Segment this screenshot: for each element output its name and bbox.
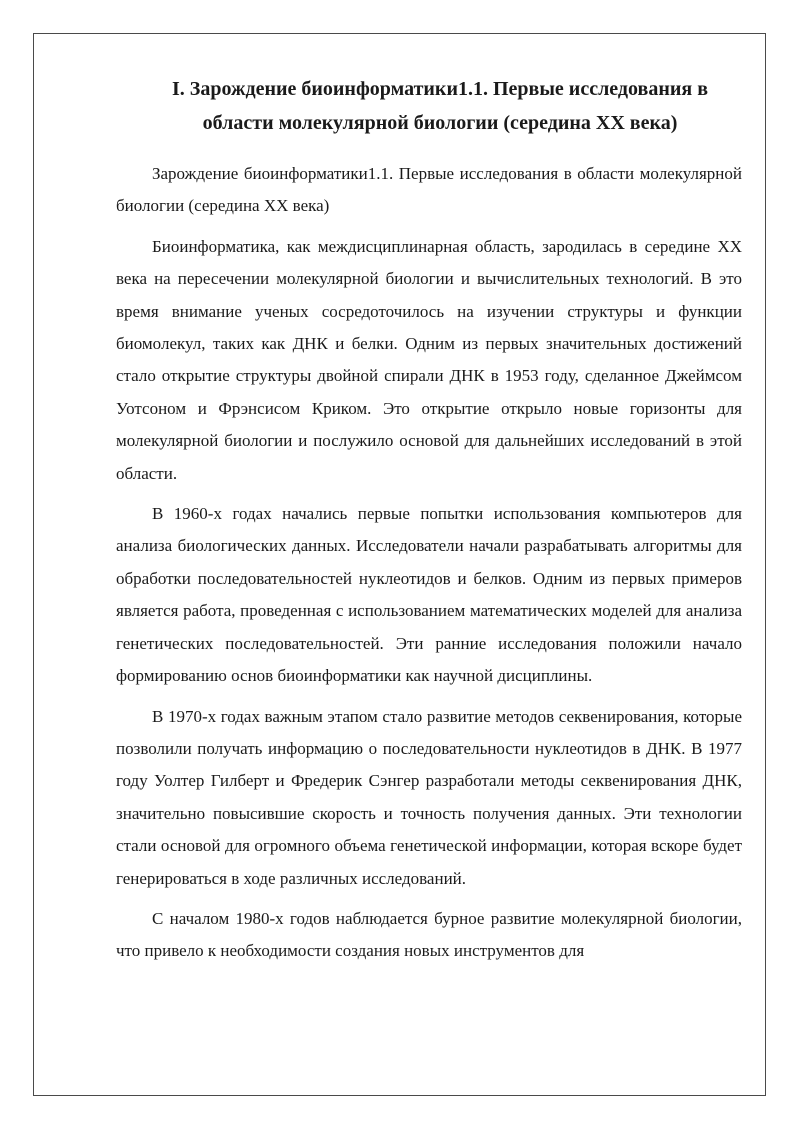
paragraph-origins: Биоинформатика, как междисциплинарная область, зародилась в середине XX века на пересечении молекулярной биологии и вычислительных технологий. В это время внимание ученых сосредоточилось на изучении структуры и функции биомолекул, таких как ДНК и белки. Одним из первых значительных достижений стало открытие структуры двойной спирали ДНК в 1953 году, сделанное Джеймсом Уотсоном и Фрэнсисом Криком. Это открытие открыло новые горизонты для молекулярной биологии и послужило основой для дальнейших исследований в этой области.: [116, 236, 742, 483]
document-body: [116, 72, 742, 976]
paragraph-1960s: В 1960-х годах начались первые попытки использования компьютеров для анализа биологических данных. Исследователи начали разрабатывать алгоритмы для обработки последовательностей нуклеотидов и белков. Одним из первых примеров является работа, проведенная с использованием математических моделей для анализа генетических последовательностей. Эти ранние исследования положили начало формированию основ биоинформатики как научной дисциплины.: [116, 504, 742, 686]
paragraph-intro: Зарождение биоинформатики1.1. Первые исследования в области молекулярной биологии (середина XX века): [116, 164, 742, 216]
section-heading: I. Зарождение биоинформатики1.1. Первые исследования в области молекулярной биологии (середина XX века): [171, 78, 709, 134]
paragraph-1980s: С началом 1980-х годов наблюдается бурное развитие молекулярной биологии, что привело к необходимости создания новых инструментов для: [116, 908, 742, 961]
paragraph-1970s: В 1970-х годах важным этапом стало развитие методов секвенирования, которые позволили получать информацию о последовательности нуклеотидов в ДНК. В 1977 году Уолтер Гилберт и Фредерик Сэнгер разработали методы секвенирования ДНК, значительно повысившие скорость и точность получения данных. Эти технологии стали основой для огромного объема генетической информации, которая вскоре будет генерироваться в ходе различных исследований.: [116, 706, 742, 888]
